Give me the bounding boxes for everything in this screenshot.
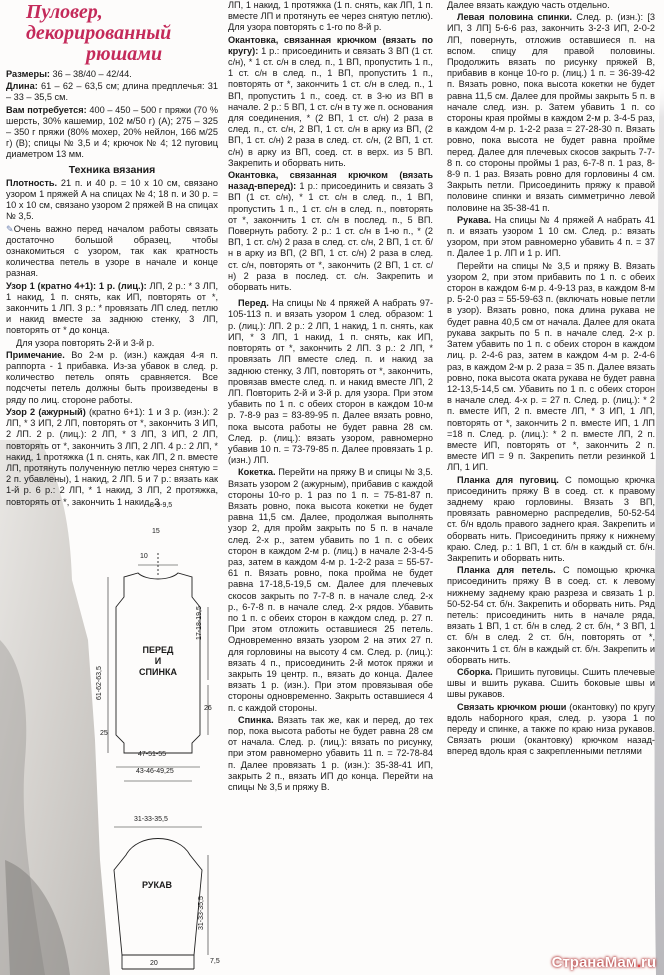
crochet-round-heading: Окантовка, связанная крючком (вязать по кругу): bbox=[228, 34, 433, 56]
back-label: Спинка. bbox=[238, 714, 274, 725]
diagram-and-label: И bbox=[154, 656, 162, 666]
crochet-back-paragraph bbox=[228, 170, 433, 293]
diagram-label-25: 25 bbox=[100, 730, 108, 737]
diagram-front-back-label bbox=[128, 645, 188, 678]
front-paragraph bbox=[228, 298, 433, 466]
remark-value: Во 2-м р. (изн.) каждая 4-я п. раппорта - 1 прибавка. Из-за убавок в след. р. количество петель опять сравняется. Все подсчеты петель должны быть произведены в ряду по лиц. стороне работы. bbox=[6, 349, 218, 405]
diagram-sleeve-top: 31-33-35,5 bbox=[134, 816, 168, 823]
crochet-round-paragraph bbox=[228, 35, 433, 169]
buttonhole-band-paragraph bbox=[447, 565, 655, 666]
diagram-width-2: 43-46-49,25 bbox=[136, 768, 174, 775]
back-paragraph bbox=[228, 715, 433, 793]
important-note bbox=[6, 224, 218, 280]
sleeves-value: На спицы № 4 пряжей А набрать 41 п. и вязать узором 1 10 см. След. р.: вязать узором, при этом равномерно убавить 4 п. = 37 п. Далее 1 р. ЛП и 1 р. ИП. bbox=[447, 214, 655, 259]
sizes-value: 36 – 38/40 – 42/44. bbox=[50, 69, 132, 79]
sleeve-outline bbox=[114, 839, 202, 970]
density-paragraph bbox=[6, 178, 218, 223]
density-label: Плотность. bbox=[6, 177, 58, 188]
yoke-paragraph bbox=[228, 467, 433, 713]
diagram-sleeve-cuff: 7,5 bbox=[210, 958, 220, 965]
crochet-round-value: 1 р.: присоединить и связать 3 ВП (1 ст. с/н), * 1 ст. с/н в след. п., 1 ВП, пропустить 1 п., 1 ст. с/н в след. п., 1 ВП, пропустить 1 п., повторять от *, закончить 1 ст. с/н в след. п., 1 ВП, пропустить 1 п., соед. ст. в 3-ю из ВП в начале. 2 р.: 5 ВП, 1 ст. с/н в ту же п. основания для соединения, * (2 ВП, 1 ст. с/н) 2 раза в след. п., ст. с/н, 2 ВП, 1 ст. с/н в арку из ВП, (2 ВП, 1 ст. с/н) 2 раза в след. ст. с/н, (2 ВП, 1 ст. с/н) в арку из ВП, соед. ст. в верх. из 5 ВП. Закрепить и оборвать нить. bbox=[228, 45, 433, 168]
important-note-text: Очень важно перед началом работы связать достаточно большой образец, чтобы ознакомиться с узором, так как кратность количества петель в узоре в начале и конце разная. bbox=[6, 223, 218, 279]
back-value: Вязать так же, как и перед, до тех пор, пока высота работы не будет равна 28 см от начала. След. р. (лиц.): вязать по рисунку, при этом равномерно убавить 11 п. = 72-78-84 п. Далее провязать 1 р. (изн.): 35-38-41 ИП, закрыть 2 п., вязать ИП до конца. Перейти на спицы № 3,5 и пряжу В. bbox=[228, 714, 433, 793]
pattern1-repeat: Для узора повторять 2-й и 3-й р. bbox=[16, 337, 155, 348]
button-band-value: С помощью крючка присоединить пряжу В в соед. ст. к правому заднему краю горловины. Вязать 3 ВП, провязать равномерно распределив, 50-52-54 ст. б/н вдоль правого заднего края. Закрепить и оборвать нить. Присоединить пряжу к нижнему краю. След. р.: 1 ВП, 1 ст. б/н в каждый ст. б/н. Закрепить и оборвать нить. bbox=[447, 474, 655, 563]
left-back-paragraph bbox=[447, 12, 655, 214]
left-back-label: Левая половина спинки. bbox=[457, 12, 573, 23]
buttonhole-band-value: С помощью крючка присоединить пряжу В в соед. ст. к левому нижнему заднему краю разреза и связать 1 р. 50-52-54 ст. б/н. Закрепить и оборвать нить. Ряд петель: присоединить нить в начале ряда, вязать 1 ВП, 1 ст. б/н в след. 2 ст. б/н, * 3 ВП, 1 ст. б/н в след. 2 ст. б/н, повторять от *, закончить 1 ст. б/н в каждый ст. б/н. Закрепить и оборвать нить. bbox=[447, 565, 655, 665]
density-value: 21 п. и 40 р. = 10 х 10 см, связано узором 1 пряжей А на спицах № 4; 18 п. и 30 р. = 10 х 10 см, связано узором 2 пряжей В на спицах № 3,5. bbox=[6, 177, 218, 222]
crochet-back-value: 1 р.: присоединить и связать 3 ВП (1 ст. с/н), * 1 ст. с/н в след. п., 1 ВП, пропустить 1 п., 1 ст. с/н в след. п., повторять от *, закончить 1 ст. с/н в послед. п., 5 ВП. Повернуть работу. 2 р.: 1 ст. с/н в 1-ю п., * (2 ВП, 1 ст. с/н) 2 раза в след. ст. с/н, 2 ВП, 1 ст. б/н в арку из ВП, (2 ВП, 1 ст. с/н) 2 раза в след. ст. с/н, повторять от *, закончить (2 ВП, 1 ст. с/н) 2 раза в послед. ст. с/н. Закрепить и оборвать нить. bbox=[228, 181, 433, 293]
sleeves-label: Рукава. bbox=[457, 214, 492, 225]
ruffle-value: (окантовку) по кругу вдоль наборного края, след. р. узора 1 по переду и спинке, а также по краю низа рукавов. Связать рюши (окантовку) крючком назад-вперед вдоль края с закрепленными петлями bbox=[447, 701, 655, 757]
diagram-label-15: 15 bbox=[152, 528, 160, 535]
materials-label: Вам потребуется: bbox=[6, 104, 87, 115]
pattern2-label: Узор 2 (ажурный) bbox=[6, 406, 86, 417]
diagram-width-1: 47-51-55 bbox=[138, 751, 167, 758]
pattern2-value: (кратно 6+1): 1 и 3 р. (изн.): 2 ЛП, * 3 ИП, 2 ЛП, повторять от *, закончить 3 ИП, 2 ЛП. 2 р. (лиц.): 2 ЛП, * 3 ЛП, 3 ИП, 2 ЛП, повторять от *, закончить 3 ЛП, 2 ЛП. 4 р.: 2 ЛП, * накид, 1 протяжка (1 п. снять, как ЛП, 2 п. вместе ЛП, протянуть полученную петлю через снятую = 2 п. убавлены), 1 накид, 2 ЛП. 5 и 7 р.: вязать как 1-й р. 6 р.: 2 ЛП, * 1 накид, 3 ЛП, 2 протяжка, повторять от *, закончить 1 накид, 3 bbox=[6, 406, 218, 507]
remark-paragraph bbox=[6, 350, 218, 406]
button-band-paragraph bbox=[447, 475, 655, 565]
front-label: Перед. bbox=[238, 298, 269, 309]
diagram-sleeve-height: 31-33-35,5 bbox=[198, 896, 205, 930]
diagram-neck-width: 8-9-9,5 bbox=[150, 502, 173, 509]
button-band-label: Планка для пуговиц. bbox=[457, 474, 559, 485]
technique-heading: Техника вязания bbox=[68, 163, 156, 176]
length-value: 61 – 62 – 63,5 см; длина предплечья: 31 – 33 – 35,5 см. bbox=[6, 81, 218, 103]
diagram-label-10: 10 bbox=[140, 553, 148, 560]
diagram-label-26: 26 bbox=[204, 705, 212, 712]
crochet-back-heading: Окантовка, связанная крючком (вязать назад-вперед): bbox=[228, 170, 433, 192]
title-line-1: Пуловер, bbox=[26, 1, 103, 23]
diagram-sleeve-bottom: 20 bbox=[150, 960, 158, 967]
assembly-value: Пришить пуговицы. Сшить плечевые швы и вшить рукава. Сшить боковые швы и швы рукавов. bbox=[447, 666, 655, 700]
pattern1-value: ЛП, 2 р.: * 3 ЛП, 1 накид, 1 п. снять, как ИП, повторять от *, закончить 1 ЛП. 3 р.: * провязать ЛП след. петлю и накид вместе за заднюю стенку, 3 ЛП, повторять от * до конца. bbox=[6, 280, 218, 336]
assembly-paragraph bbox=[447, 667, 655, 701]
separate-parts-note: Далее вязать каждую часть отдельно. bbox=[447, 0, 610, 10]
pattern2-continued: ЛП, 1 накид, 1 протяжка (1 п. снять, как ЛП, 1 п. вместе ЛП и протянуть ее через снятую петлю). Для узора повторять с 1-го по 8-й р. bbox=[228, 0, 433, 33]
pin-icon: ✎ bbox=[6, 223, 14, 234]
yoke-label: Кокетка. bbox=[238, 467, 276, 478]
column-3 bbox=[447, 0, 655, 975]
length-label: Длина: bbox=[6, 81, 38, 92]
ruffle-label: Связать крючком рюши bbox=[457, 701, 567, 712]
sleeves-paragraph bbox=[447, 215, 655, 260]
yoke-value: Перейти на пряжу В и спицы № 3,5. Вязать узором 2 (ажурным), прибавив с каждой стороны 10-го р. 1 раз по 1 п. = 75-81-87 п. Вязать ровно, пока высота кокетки не будет равна 11,5 см. Далее, продолжая выполнять узор 2, для пройм закрыть по 5 п. в начале след. 2-х р., затем убавить по 1 п. с обеих сторон в каждом 2-м р. (лиц.) в начале 2-3-4-5 раз, затем в каждом 4-м р. 1-2-2 раза = 55-57-61 п. Вязать ровно, пока пройма не будет равна 17-18,5-19,5 см. Далее для плечевых скосов закрыть по 7-7-8 п. в начале след. 2-х р., 6-7-8 п. в начале след. 2-х рядов. Убавить по 1 п. с обеих сторон в каждом след. р. 27 п. При этом отложить оставшиеся 25 петель. Одновременно вязать узором 2 на этих 27 п. для горловины на высоту 4 см. След. р. (лиц.): вязать 4 п., присоединить 2-й моток пряжи и закрыть 19 центр. п., вязать до конца. Далее вязать 1 р. (изн.). При этом провязывая обе стороны одновременно. Закрыть оставшиеся 4 п. с каждой стороны. bbox=[228, 467, 433, 713]
site-watermark bbox=[552, 954, 656, 971]
pattern1-paragraph bbox=[6, 281, 218, 337]
assembly-label: Сборка. bbox=[457, 666, 493, 677]
diagram-back-label: СПИНКА bbox=[139, 667, 177, 677]
materials-paragraph bbox=[6, 105, 218, 161]
ruffle-paragraph bbox=[447, 702, 655, 758]
left-back-value: След. р. (изн.): [3 ИП, 3 ЛП] 5-6-6 раз, закончить 3-2-3 ИП, 2-0-2 ЛП, повернуть, отложив оставшиеся п. на вспом. спицу для правой половины. Продолжить вязать по рисунку пряжей В, прибавив в конце 10-го р. (лиц.) 1 п. = 36-39-42 п. Вязать ровно, пока высота кокетки не будет равна 11,5 см. Далее для проймы закрыть 5 п. в начале след. изн. р. Затем убавить 1 п. со стороны края проймы в каждом 2-м р. 3-4-5 раз, в каждом 4-м р. 1-2-2 раза = 27-28-30 п. Вязать ровно, пока высота не будет равна пройме перед. Далее для плечевых скосов закрыть 7-7-8 п. со стороны проймы 1 раз, 6-7-8 п. 1 раз, 8-8-9 п. 1 раз. Вязать ровно для горловины 4 см. Закрыть петли. Присоединить пряжу к правой половине спинки и вязать симметрично левой половине на 35-38-41 п. bbox=[447, 12, 655, 213]
diagram-armhole-height: 17-18-19,5 bbox=[196, 606, 203, 640]
sleeves-paragraph-2: Перейти на спицы № 3,5 и пряжу В. Вязать узором 2, при этом прибавить по 1 п. с обеих сторон в каждом 6-м р. 4-9-13 раз, в каждом 8-м р. 5-2-0 раз = 55-59-63 п. (включать новые петли в узор). Вязать ровно, пока длина рукава не будет равна 40,5 см от начала. Далее для оката рукава закрыть по 5 п. в начале след. 2-х р. Затем убавить по 1 п. с обеих сторон в каждом лиц. р. 2-4-6 раз, затем в каждом 4-м р. 2-4-6 раз, в каждом 2-м р. 2 раза = 35 п. Далее вязать ровно, пока высота оката рукава не будет равна 12-13,5-14,5 см. Убавить по 1 п. с обеих сторон в начале след. 4-х р. = 27 п. След. р. (лиц.): * 2 п. вместе ИП, 2 п. вместе ЛП, * 3 ИП, 1 ЛП, повторять от *, закончить 2 п. вместе ИП, 1 ЛП =18 п. След. р. (лиц.): * 2 п. вместе ЛП, 2 п. вместе ИП, повторять от *, закончить 2 п. вместе ИП = 9 п. Закрепить петли резинкой 1 ЛП, 1 ИП. bbox=[447, 260, 655, 473]
article-title bbox=[26, 2, 218, 65]
watermark-part1: Страна bbox=[551, 954, 605, 971]
title-line-3: рюшами bbox=[86, 43, 163, 65]
diagram-front-label: ПЕРЕД bbox=[142, 645, 174, 655]
pattern2-paragraph bbox=[6, 407, 218, 508]
buttonhole-band-label: Планка для петель. bbox=[457, 565, 556, 576]
sleeve-dimension-lines bbox=[114, 827, 208, 955]
pattern1-label: Узор 1 (кратно 4+1): 1 р. (лиц.): bbox=[6, 280, 147, 291]
column-2 bbox=[228, 0, 433, 975]
length-paragraph bbox=[6, 81, 218, 103]
diagram-sleeve-label: РУКАВ bbox=[142, 880, 172, 890]
watermark-part2: Мам bbox=[604, 954, 637, 971]
front-value: На спицы № 4 пряжей А набрать 97-105-113 п. и вязать узором 1 след. образом: 1 р. (лиц.): ЛП. 2 р.: 2 ЛП, 1 накид, 1 п. снять, как ИП, * 3 ЛП, 1 накид, 1 п. снять, как ИП, повторять от *, закончить 2 ЛП. 3 р.: 2 ЛП, * провязать ЛП вместе след. п. и накид за заднюю стенку, 3 ЛП, повторять от *, закончить, провязав вместе след. п. и накид вместе ЛП, 2 ЛП. Повторить 2-й и 3-й р. для узора. При этом убавить по 1 п. с обеих сторон в каждом 10-м р. 7-8-9 раз = 83-89-95 п. Далее вязать ровно, пока высота работы не будет равна 28 см. След. р. (лиц.): вязать узором, равномерно убавив 10 п. = 73-79-85 п. Далее провязать 1 р. (изн.) ЛП. bbox=[228, 298, 433, 466]
materials-value: 400 – 450 – 500 г пряжи (70 % шерсть, 30% кашемир, 102 м/50 г) (А); 275 – 325 – 350 г пряжи (80% мохер, 20% нейлон, 166 м/25 г) (В); спицы № 3,5 и 4; крючок № 4; 12 пуговиц диаметром 13 мм. bbox=[6, 104, 218, 160]
watermark-tld: ru bbox=[641, 954, 656, 971]
watermark-dot: . bbox=[636, 954, 641, 971]
remark-label: Примечание. bbox=[6, 349, 65, 360]
title-line-2: декорированный bbox=[26, 22, 172, 44]
diagram-total-height: 61-62-63,5 bbox=[96, 666, 103, 700]
sizes-label: Размеры: bbox=[6, 69, 50, 79]
sizes-paragraph bbox=[6, 69, 218, 80]
